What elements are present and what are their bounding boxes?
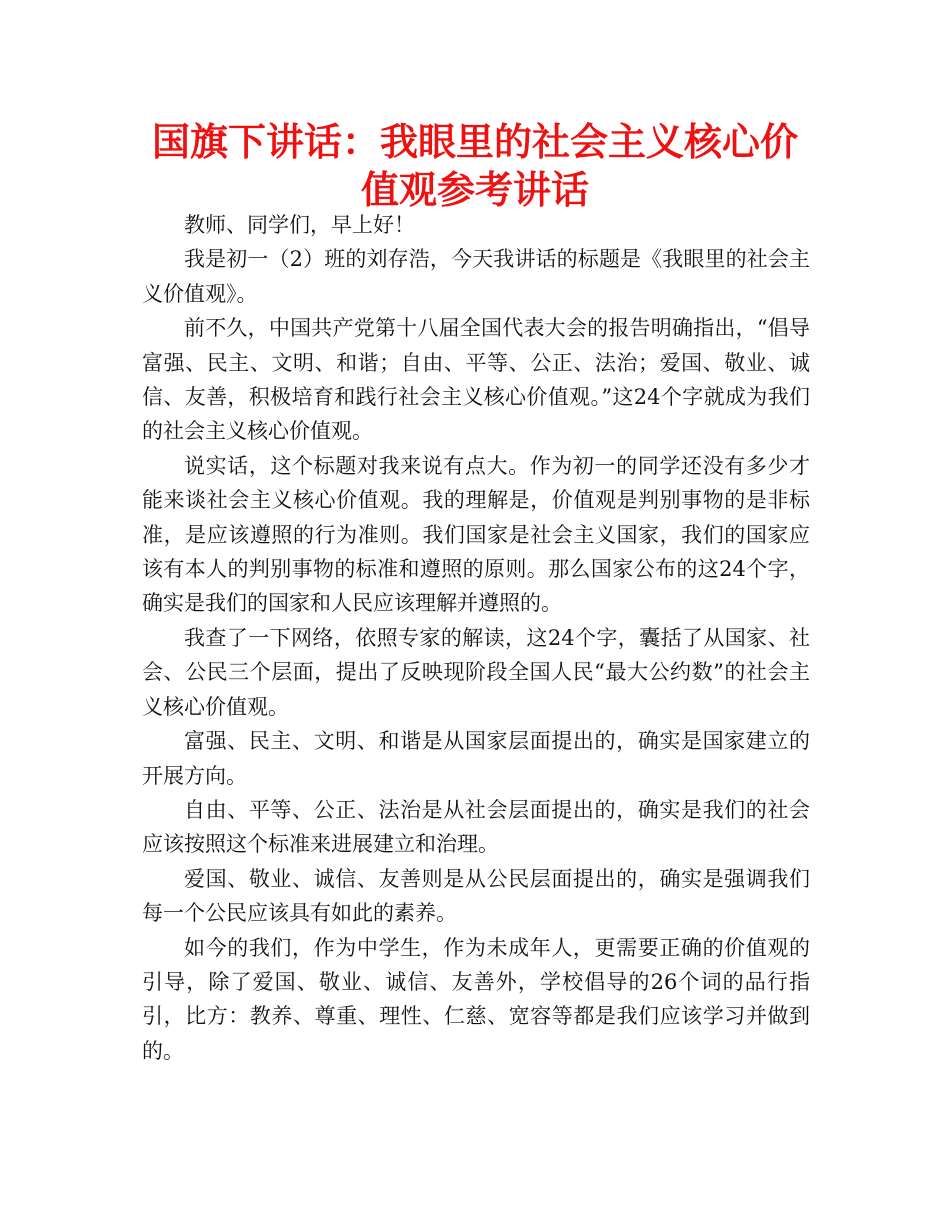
paragraph-national-level: 富强、民主、文明、和谐是从国家层面提出的，确实是国家建立的开展方向。 [142,729,810,788]
paragraph-students: 如今的我们，作为中学生，作为未成年人，更需要正确的价值观的引导，除了爱国、敬业、诚信、友善外，学校倡导的26个词的品行指引，比方：教养、尊重、理性、仁慈、宽容等都是我们应该学习并做到的。 [142,935,810,1063]
paragraph-greeting: 教师、同学们，早上好！ [184,213,415,237]
paragraph-congress-report: 前不久，中国共产党第十八届全国代表大会的报告明确指出，“倡导富强、民主、文明、和谐；自由、平等、公正、法治；爱国、敬业、诚信、友善，积极培育和践行社会主义核心价值观。”这24个字就成为我们的社会主义核心价值观。 [142,316,810,444]
document-title: 国旗下讲话：我眼里的社会主义核心价值观参考讲话 [151,120,798,212]
document-body [142,208,810,1068]
paragraph-introduction: 我是初一（2）班的刘存浩，今天我讲话的标题是《我眼里的社会主义价值观》。 [142,247,810,306]
paragraph-three-levels: 我查了一下网络，依照专家的解读，这24个字，囊括了从国家、社会、公民三个层面，提出了反映现阶段全国人民“最大公约数”的社会主义核心价值观。 [142,625,810,719]
paragraph-understanding: 说实话，这个标题对我来说有点大。作为初一的同学还没有多少才能来谈社会主义核心价值观。我的理解是，价值观是判别事物的是非标准，是应该遵照的行为准则。我们国家是社会主义国家，我们的国家应该有本人的判别事物的标准和遵照的原则。那么国家公布的这24个字，确实是我们的国家和人民应该理解并遵照的。 [142,453,810,616]
paragraph-social-level: 自由、平等、公正、法治是从社会层面提出的，确实是我们的社会应该按照这个标准来进展建立和治理。 [142,797,810,857]
paragraph-citizen-level: 爱国、敬业、诚信、友善则是从公民层面提出的，确实是强调我们每一个公民应该具有如此的素养。 [142,866,810,926]
